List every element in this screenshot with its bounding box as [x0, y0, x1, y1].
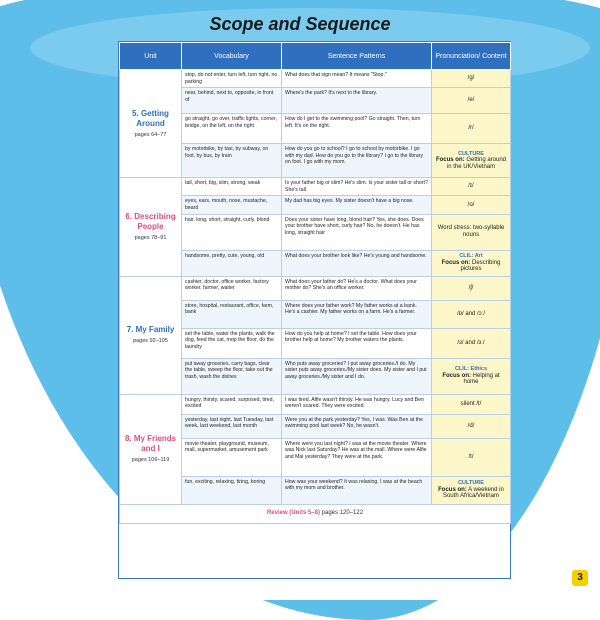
unit-title: 5. Getting Around — [132, 108, 169, 128]
unit-pages: pages 78–91 — [134, 235, 167, 242]
unit-cell — [120, 276, 182, 394]
review-label: Review (Units 5–8) — [266, 510, 320, 517]
culture-label: CULTURE — [458, 480, 484, 487]
header-unit: Unit — [120, 43, 182, 70]
focus-text: Helping at home — [463, 372, 500, 386]
vocabulary-cell: cashier, doctor, office worker, factory worker, farmer, waiter — [182, 276, 282, 300]
pronunciation-cell — [432, 300, 511, 328]
sentence-pattern-cell: Does your sister have long, blond hair? Yes, she does. Does your brother have short, curly hair? No, he doesn't. He has long, straight hair — [282, 214, 432, 250]
page-title: Scope and Sequence — [209, 14, 391, 34]
pronunciation-text: /t/ — [468, 453, 474, 460]
pronunciation-text: Word stress: two-syllable nouns — [437, 225, 505, 239]
culture-label: CULTURE — [458, 150, 484, 157]
page-number: 3 — [572, 570, 588, 586]
vocabulary-cell: handsome, pretty, cute, young, old — [182, 250, 282, 276]
focus-label: Focus on: — [438, 486, 467, 493]
focus-label: Focus on: — [442, 372, 471, 379]
culture-label: CLIL: Ethics — [454, 366, 488, 373]
pronunciation-text: /e/ — [467, 97, 475, 104]
focus-line — [435, 260, 507, 273]
pronunciation-cell — [432, 476, 511, 504]
header-vocabulary: Vocabulary — [182, 43, 282, 70]
header-sentence-patterns: Sentence Patterns — [282, 43, 432, 70]
pronunciation-cell — [432, 438, 511, 476]
culture-label: CLIL: Art — [459, 253, 483, 260]
sentence-pattern-cell: How do I get to the swimming pool? Go straight. Then, turn left. It's on the right. — [282, 114, 432, 144]
pronunciation-cell — [432, 178, 511, 196]
pronunciation-cell — [432, 144, 511, 178]
sentence-pattern-cell: What does your brother look like? He's young and handsome. — [282, 250, 432, 276]
sentence-pattern-cell: What does that sign mean? It means "Stop." — [282, 70, 432, 88]
focus-text: Describing pictures — [460, 259, 501, 273]
sentence-pattern-cell: Where's the park? It's next to the library. — [282, 88, 432, 114]
unit-cell — [120, 394, 182, 504]
sentence-pattern-cell: Is your father big or slim? He's slim. Is your sister tall or short? She's tall. — [282, 178, 432, 196]
vocabulary-cell: yesterday, last night, last Tuesday, last week, last weekend, last month — [182, 414, 282, 438]
table-row — [120, 394, 511, 414]
header-pronunciation: Pronunciation/ Content — [432, 43, 511, 70]
sentence-pattern-cell: Where does your father work? My father works at a bank. He's a cashier. My father works on a farm. He's a farmer. — [282, 300, 432, 328]
scope-table-container — [118, 41, 511, 579]
scope-table — [119, 42, 511, 524]
table-row — [120, 178, 511, 196]
table-row — [120, 70, 511, 88]
sentence-pattern-cell: Were you at the park yesterday? Yes, I was. Was Ben at the swimming pool last week? No, he wasn't. — [282, 414, 432, 438]
focus-text: Getting around in the UK/Vietnam — [446, 157, 507, 170]
pronunciation-text: /r/ — [468, 125, 474, 132]
pronunciation-cell — [432, 88, 511, 114]
pronunciation-text: /d/ — [467, 422, 475, 429]
unit-cell — [120, 178, 182, 276]
table-row — [120, 276, 511, 300]
table-header-row — [120, 43, 511, 70]
vocabulary-cell: store, hospital, restaurant, office, farm, bank — [182, 300, 282, 328]
pronunciation-text: /ɪ/ — [468, 183, 474, 190]
pronunciation-cell — [432, 394, 511, 414]
unit-pages: pages 106–119 — [131, 457, 170, 464]
sentence-pattern-cell: How do you go to school? I go to school by motorbike. I go with my dad. How do you go to the library? I go to the library on foot. I go with my mom. — [282, 144, 432, 178]
vocabulary-cell: stop, do not enter, turn left, turn right, no parking — [182, 70, 282, 88]
sentence-pattern-cell: I was tired. Alfie wasn't thirsty. He was hungry. Lucy and Ben weren't scared. They were excited. — [282, 394, 432, 414]
pronunciation-text: /ʃ/ — [468, 284, 474, 291]
sentence-pattern-cell: How do you help at home? I set the table. How does your brother help at home? My brother waters the plants. — [282, 328, 432, 358]
vocabulary-cell: set the table, water the plants, walk the dog, feed the cat, mop the floor, do the laundry — [182, 328, 282, 358]
sentence-pattern-cell: Where were you last night? I was at the movie theater. Where was Nick last Saturday? He was at the mall. Where were Alfie and Mai yesterday? They were at the park. — [282, 438, 432, 476]
vocabulary-cell: hair, long, short, straight, curly, blond — [182, 214, 282, 250]
focus-text: A weekend in South Africa/Vietnam — [443, 486, 504, 500]
pronunciation-text: silent /t/ — [460, 400, 482, 407]
pronunciation-cell — [432, 358, 511, 394]
pronunciation-cell — [432, 214, 511, 250]
unit-title: 7. My Family — [126, 325, 175, 335]
vocabulary-cell: movie theater, playground, museum, mall, supermarket, amusement park — [182, 438, 282, 476]
pronunciation-cell — [432, 114, 511, 144]
sentence-pattern-cell: Who puts away groceries? I put away groceries./I do. My sister puts away groceries./My sister does. My sister and I put away groceries./My sister and I do. — [282, 358, 432, 394]
pronunciation-cell — [432, 414, 511, 438]
unit-pages: pages 92–105 — [133, 338, 168, 345]
pronunciation-cell — [432, 196, 511, 214]
vocabulary-cell: go straight, go over, traffic lights, corner, bridge, on the left, on the right — [182, 114, 282, 144]
focus-line — [435, 373, 507, 386]
vocabulary-cell: hungry, thirsty, scared, surprised, tired, excited — [182, 394, 282, 414]
review-pages: pages 120–122 — [321, 510, 364, 517]
review-cell — [120, 504, 511, 523]
sentence-pattern-cell: My dad has big eyes. My sister doesn't have a big nose. — [282, 196, 432, 214]
unit-title: 8. My Friends and I — [124, 434, 177, 454]
focus-line — [435, 487, 507, 500]
vocabulary-cell: fun, exciting, relaxing, tiring, boring — [182, 476, 282, 504]
pronunciation-cell — [432, 328, 511, 358]
pronunciation-text: /ɜ/ and /ɜː/ — [457, 339, 485, 346]
focus-line — [435, 157, 507, 170]
vocabulary-cell: by motorbike, by taxi, by subway, on foot, by bus, by train — [182, 144, 282, 178]
pronunciation-text: /ɒ/ and /ɔː/ — [456, 310, 486, 317]
vocabulary-cell: near, behind, next to, opposite, in front of — [182, 88, 282, 114]
pronunciation-cell — [432, 276, 511, 300]
unit-cell — [120, 70, 182, 178]
vocabulary-cell: tall, short, big, slim, strong, weak — [182, 178, 282, 196]
pronunciation-cell — [432, 250, 511, 276]
pronunciation-text: /o/ — [467, 201, 475, 208]
review-row — [120, 504, 511, 523]
pronunciation-cell — [432, 70, 511, 88]
sentence-pattern-cell: What does your father do? He's a doctor. What does your mother do? She's an office worker. — [282, 276, 432, 300]
pronunciation-text: /g/ — [467, 75, 475, 82]
unit-pages: pages 64–77 — [134, 131, 167, 138]
vocabulary-cell: put away groceries, carry bags, clear the table, sweep the floor, take out the trash, wash the dishes — [182, 358, 282, 394]
sentence-pattern-cell: How was your weekend? It was relaxing. I was at the beach with my mom and brother. — [282, 476, 432, 504]
focus-label: Focus on: — [435, 157, 465, 164]
focus-label: Focus on: — [441, 259, 471, 266]
vocabulary-cell: eyes, ears, mouth, nose, mustache, beard — [182, 196, 282, 214]
unit-title: 6. Describing People — [125, 212, 176, 232]
